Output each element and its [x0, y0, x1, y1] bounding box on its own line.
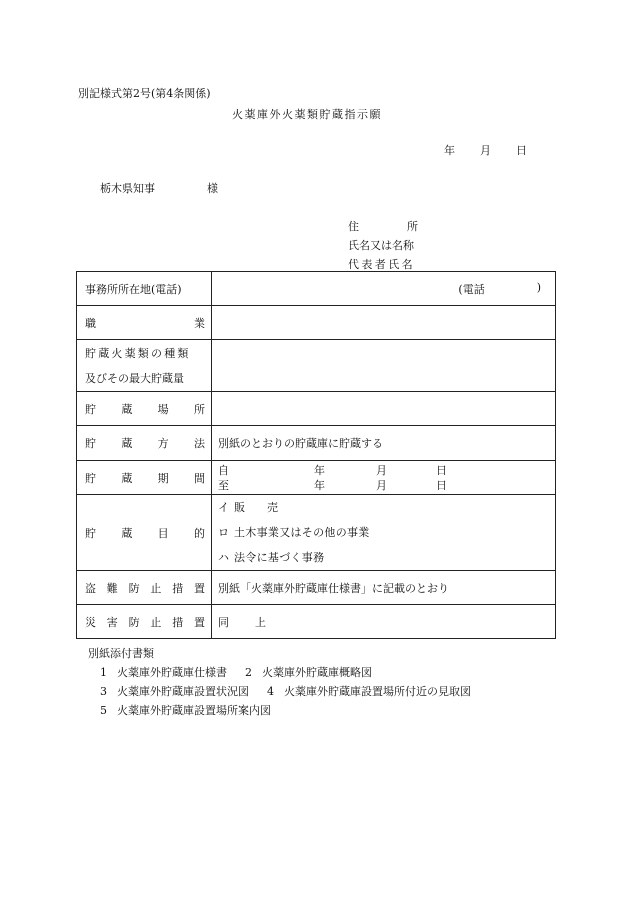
attachment-text: 火薬庫外貯蔵庫設置場所案内図	[117, 704, 271, 717]
label-char: 所	[193, 402, 205, 416]
date-year[interactable]: 年	[444, 144, 455, 157]
purpose-text: 販売	[234, 501, 300, 514]
table-row	[77, 426, 556, 461]
applicant-representative-label[interactable]: 代表者氏名	[348, 258, 415, 271]
label-char: 期	[157, 471, 169, 485]
phone-close: )	[536, 280, 541, 294]
disaster-prevention-value[interactable]	[212, 605, 556, 639]
attachment-num: 5	[100, 704, 107, 717]
types-quantity-label	[77, 340, 212, 392]
label-char: 的	[193, 526, 205, 540]
label-char: 蔵	[121, 471, 133, 485]
address-char: 所	[407, 220, 418, 233]
phone-open: (電話	[458, 282, 485, 296]
document-title: 火薬庫外火薬類貯蔵指示願	[232, 108, 382, 121]
recipient-name: 栃木県知事	[100, 182, 155, 195]
table-row	[77, 571, 556, 605]
theft-prevention-value[interactable]: 別紙「火薬庫外貯蔵庫仕様書」に記載のとおり	[212, 571, 556, 605]
application-table	[76, 271, 556, 639]
label-char: 害	[106, 615, 118, 629]
period-to-year: 年	[314, 478, 325, 492]
storage-place-label	[77, 392, 212, 426]
attachments-heading: 別紙添付書類	[88, 647, 154, 660]
attachment-text: 火薬庫外貯蔵庫設置場所付近の見取図	[284, 685, 471, 698]
label-char: 貯	[85, 402, 96, 416]
occupation-label	[77, 306, 212, 340]
period-from-prefix: 自	[218, 463, 229, 477]
label-char: 蔵	[121, 526, 133, 540]
label-char: 止	[150, 581, 162, 595]
period-from-year: 年	[314, 463, 325, 477]
attachment-text: 火薬庫外貯蔵庫概略図	[262, 666, 372, 679]
label-char: 間	[193, 471, 205, 485]
disaster-prevention-label	[77, 605, 212, 639]
label-char: 置	[193, 615, 205, 629]
period-to-prefix: 至	[218, 478, 229, 492]
occupation-value[interactable]	[212, 306, 556, 340]
label-char: 置	[193, 581, 205, 595]
label-char: 貯	[85, 471, 96, 485]
table-row	[77, 392, 556, 426]
types-quantity-value[interactable]	[212, 340, 556, 392]
period-to	[218, 478, 549, 493]
label-line: 貯蔵火薬類の種類	[85, 346, 191, 360]
label-char: 措	[172, 615, 184, 629]
label-char: 貯	[85, 437, 96, 450]
attachment-text: 火薬庫外貯蔵庫設置状況図	[117, 685, 249, 698]
label-char: 法	[193, 437, 205, 450]
label-char: 貯	[85, 526, 96, 540]
recipient	[100, 180, 218, 196]
attachment-line	[88, 701, 471, 720]
label-char: 目	[157, 526, 169, 540]
storage-place-value[interactable]	[212, 392, 556, 426]
label-char: 職	[85, 316, 96, 330]
attachment-num: 1	[100, 666, 107, 679]
table-row	[77, 306, 556, 340]
office-location-value[interactable]	[212, 272, 556, 306]
purpose-option[interactable]	[218, 545, 549, 570]
label-char: 難	[106, 581, 118, 595]
table-row	[77, 495, 556, 571]
purpose-mark: イ	[218, 501, 229, 514]
theft-prevention-label	[77, 571, 212, 605]
label-char: 場	[157, 402, 169, 416]
table-row	[77, 272, 556, 306]
attachment-num: 4	[267, 685, 274, 698]
label-char: 防	[128, 581, 140, 595]
storage-period-value[interactable]	[212, 461, 556, 495]
label-char: 防	[128, 615, 140, 629]
label-line: 及びその最大貯蔵量	[85, 371, 184, 385]
table-row	[77, 605, 556, 639]
storage-purpose-value[interactable]	[212, 495, 556, 571]
period-from-month: 月	[376, 463, 387, 477]
date-line	[444, 142, 527, 158]
label-char: 蔵	[121, 437, 133, 450]
address-char: 住	[348, 220, 359, 233]
period-from	[218, 463, 549, 478]
storage-method-label	[77, 426, 212, 461]
purpose-text: 土木事業又はその他の事業	[234, 526, 370, 539]
label-char: 盗	[85, 581, 96, 595]
storage-purpose-label	[77, 495, 212, 571]
purpose-option[interactable]	[218, 520, 549, 545]
purpose-text: 法令に基づく事務	[234, 551, 325, 564]
storage-method-value[interactable]: 別紙のとおりの貯蔵庫に貯蔵する	[212, 426, 556, 461]
purpose-option[interactable]	[218, 495, 549, 520]
period-from-day: 日	[436, 463, 447, 477]
label-char: 方	[157, 437, 169, 450]
purpose-mark: ハ	[218, 551, 229, 564]
period-to-month: 月	[376, 478, 387, 492]
same-as-char: 上	[255, 615, 266, 629]
date-month[interactable]: 月	[480, 144, 491, 157]
purpose-mark: ロ	[218, 526, 229, 539]
label-char: 止	[150, 615, 162, 629]
applicant-name-label[interactable]: 氏名又は名称	[348, 239, 414, 252]
same-as-char: 同	[218, 615, 229, 629]
office-location-label: 事務所所在地(電話)	[77, 272, 212, 306]
attachment-line	[88, 663, 471, 682]
storage-period-label	[77, 461, 212, 495]
attachments-section	[88, 644, 471, 720]
label-char: 業	[194, 316, 205, 330]
label-char: 蔵	[121, 402, 133, 416]
date-day[interactable]: 日	[516, 144, 527, 157]
attachment-line	[88, 682, 471, 701]
label-char: 災	[85, 615, 96, 629]
form-number: 別記様式第2号(第4条関係)	[78, 87, 211, 100]
period-to-day: 日	[436, 478, 447, 492]
table-row	[77, 340, 556, 392]
label-char: 措	[172, 581, 184, 595]
applicant-address-label[interactable]	[348, 218, 418, 234]
attachment-num: 3	[100, 685, 107, 698]
table-row	[77, 461, 556, 495]
recipient-honorific: 様	[207, 182, 218, 195]
attachment-num: 2	[245, 666, 252, 679]
attachment-text: 火薬庫外貯蔵庫仕様書	[117, 666, 227, 679]
